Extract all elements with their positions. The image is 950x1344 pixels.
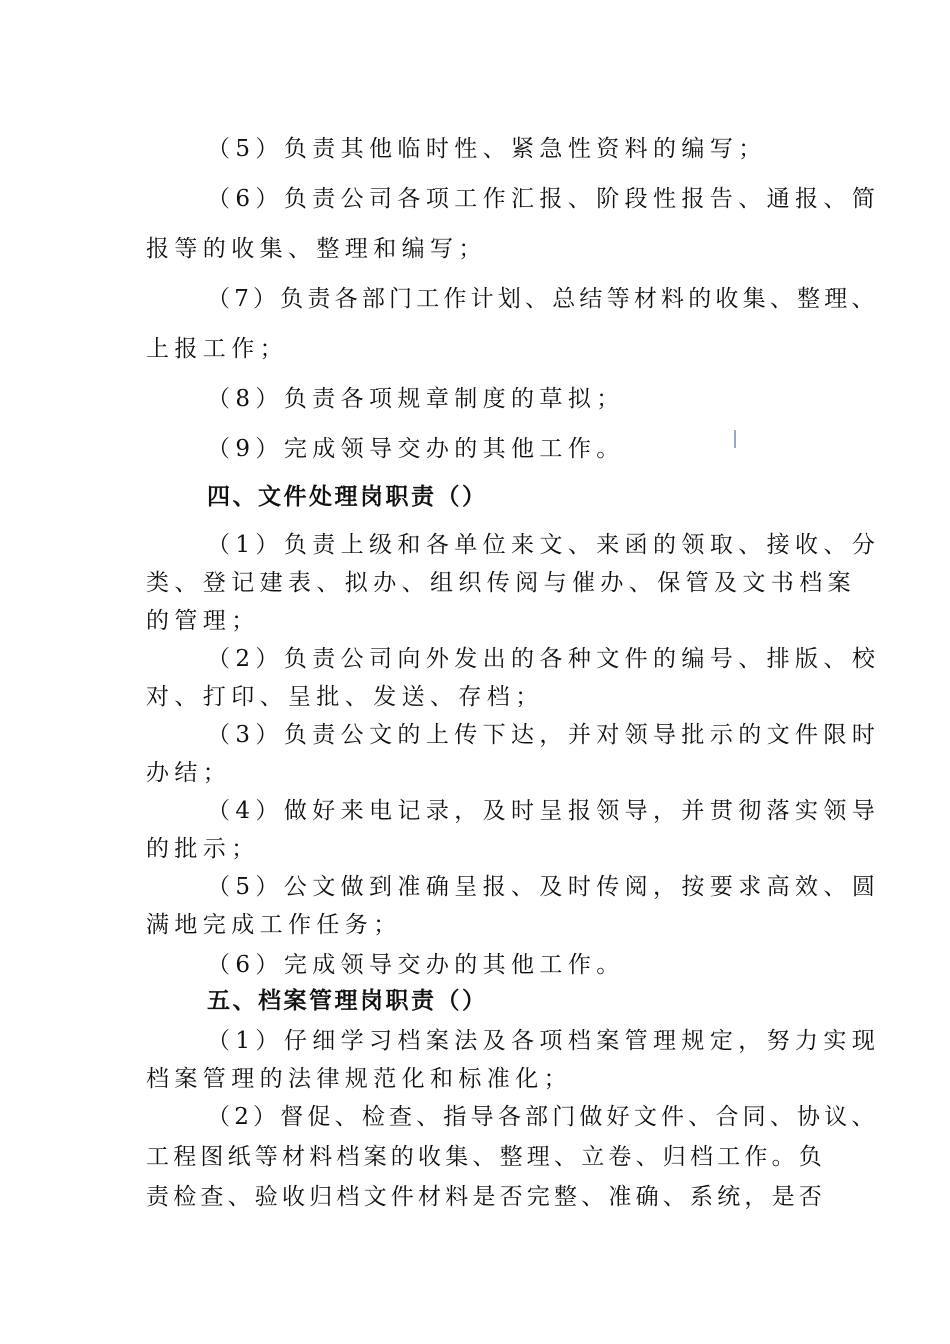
item-8-regulations: （8）负责各项规章制度的草拟； (207, 386, 625, 412)
item-6-reports-line2: 报等的收集、整理和编写； (146, 236, 487, 262)
s4-item-2-line2: 对、打印、呈批、发送、存档； (146, 684, 544, 710)
s4-item-3-line2: 办结； (146, 760, 232, 786)
s5-item-1-line1: （1）仔细学习档案法及各项档案管理规定，努力实现 (207, 1028, 881, 1054)
s4-item-1-line3: 的管理； (146, 608, 260, 634)
section-5-heading: 五、档案管理岗职责（） (207, 987, 488, 1014)
s4-item-5-line1: （5）公文做到准确呈报、及时传阅，按要求高效、圆 (207, 874, 881, 900)
s4-item-4-line2: 的批示； (146, 836, 260, 862)
item-6-reports-line1: （6）负责公司各项工作汇报、阶段性报告、通报、简 (207, 186, 881, 212)
item-5-temporary-materials: （5）负责其他临时性、紧急性资料的编写； (207, 136, 767, 162)
s4-item-2-line1: （2）负责公司向外发出的各种文件的编号、排版、校 (207, 646, 881, 672)
s4-item-5-line2: 满地完成工作任务； (146, 912, 402, 938)
s4-item-1-line2: 类、登记建表、拟办、组织传阅与催办、保管及文书档案 (146, 570, 856, 596)
s5-item-2-line1: （2）督促、检查、指导各部门做好文件、合同、协议、 (207, 1104, 879, 1130)
item-9-other-work: （9）完成领导交办的其他工作。 (207, 436, 625, 462)
s4-item-4-line1: （4）做好来电记录，及时呈报领导，并贯彻落实领导 (207, 798, 881, 824)
item-7-plans-line1: （7）负责各部门工作计划、总结等材料的收集、整理、 (207, 286, 879, 312)
s5-item-2-line2: 工程图纸等材料档案的收集、整理、立卷、归档工作。负 (146, 1144, 826, 1170)
item-7-plans-line2: 上报工作； (146, 336, 288, 362)
s5-item-2-line3: 责检查、验收归档文件材料是否完整、准确、系统，是否 (146, 1184, 826, 1210)
s5-item-1-line2: 档案管理的法律规范化和标准化； (146, 1066, 572, 1092)
s4-item-1-line1: （1）负责上级和各单位来文、来函的领取、接收、分 (207, 532, 881, 558)
s4-item-6: （6）完成领导交办的其他工作。 (207, 952, 625, 978)
section-4-heading: 四、文件处理岗职责（） (207, 483, 488, 510)
text-cursor-mark (734, 430, 736, 448)
s4-item-3-line1: （3）负责公文的上传下达，并对领导批示的文件限时 (207, 722, 881, 748)
